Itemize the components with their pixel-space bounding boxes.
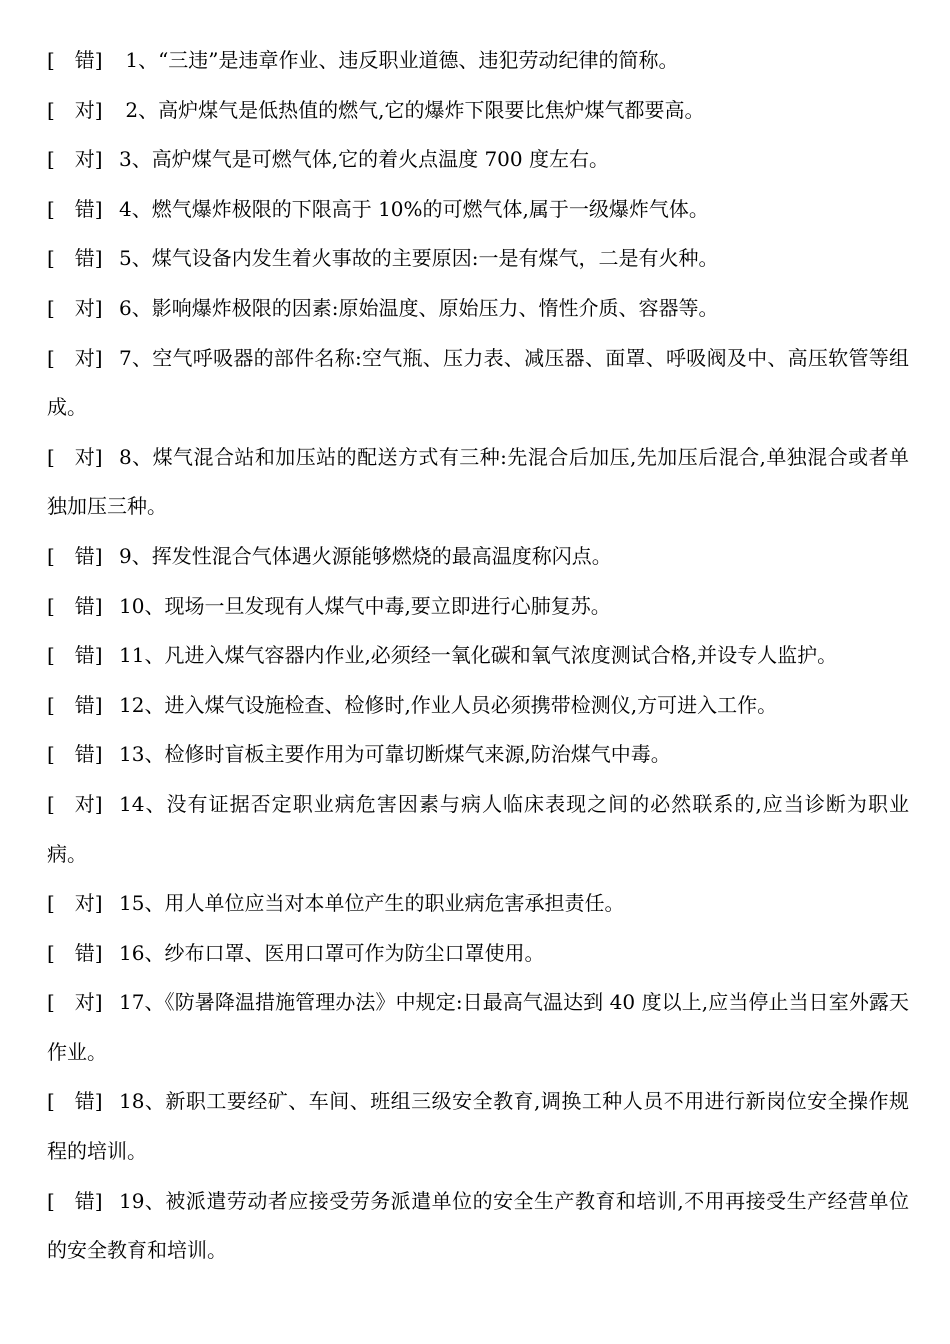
question-text: 11、凡进入煤气容器内作业,必须经一氧化碳和氧气浓度测试合格,并设专人监护。 bbox=[119, 643, 838, 668]
answer-mark: [ 对] bbox=[47, 147, 103, 172]
question-item bbox=[47, 780, 909, 879]
answer-mark: [ 错] bbox=[47, 940, 103, 965]
answer-mark: [ 错] bbox=[47, 1188, 103, 1213]
answer-mark: [ 对] bbox=[47, 97, 103, 122]
question-text: 9、挥发性混合气体遇火源能够燃烧的最高温度称闪点。 bbox=[119, 543, 612, 568]
question-item bbox=[47, 631, 909, 681]
question-text: 3、高炉煤气是可燃气体,它的着火点温度 700 度左右。 bbox=[119, 147, 609, 172]
question-item bbox=[47, 135, 909, 185]
question-text: 17、《防暑降温措施管理办法》中规定:日最高气温达到 40 度以上,应当停止当日室外露天作业。 bbox=[47, 990, 909, 1064]
question-item bbox=[47, 532, 909, 582]
question-item bbox=[47, 929, 909, 979]
answer-mark: [ 错] bbox=[47, 742, 103, 767]
question-text: 13、检修时盲板主要作用为可靠切断煤气来源,防治煤气中毒。 bbox=[119, 742, 671, 767]
question-item bbox=[47, 86, 909, 136]
question-text: 8、煤气混合站和加压站的配送方式有三种:先混合后加压,先加压后混合,单独混合或者单独加压三种。 bbox=[47, 444, 909, 519]
question-item bbox=[47, 730, 909, 780]
answer-mark: [ 错] bbox=[47, 246, 103, 271]
answer-mark: [ 错] bbox=[47, 643, 103, 668]
question-text: 7、空气呼吸器的部件名称:空气瓶、压力表、减压器、面罩、呼吸阀及中、高压软管等组成。 bbox=[47, 345, 909, 420]
question-text: 6、影响爆炸极限的因素:原始温度、原始压力、惰性介质、容器等。 bbox=[119, 295, 719, 320]
question-item bbox=[47, 36, 909, 86]
document-page bbox=[47, 36, 909, 1276]
question-item bbox=[47, 582, 909, 632]
question-item bbox=[47, 334, 909, 433]
question-text: 12、进入煤气设施检查、检修时,作业人员必须携带检测仪,方可进入工作。 bbox=[119, 692, 778, 717]
question-text: 4、燃气爆炸极限的下限高于 10%的可燃气体,属于一级爆炸气体。 bbox=[119, 196, 709, 221]
answer-mark: [ 错] bbox=[47, 1089, 103, 1114]
question-text: 15、用人单位应当对本单位产生的职业病危害承担责任。 bbox=[119, 891, 625, 916]
answer-mark: [ 错] bbox=[47, 196, 103, 221]
question-text: 14、没有证据否定职业病危害因素与病人临床表现之间的必然联系的,应当诊断为职业病。 bbox=[47, 791, 909, 866]
answer-mark: [ 错] bbox=[47, 48, 103, 72]
answer-mark: [ 对] bbox=[47, 891, 103, 916]
answer-mark: [ 对] bbox=[47, 990, 103, 1015]
answer-mark: [ 错] bbox=[47, 543, 103, 568]
question-item bbox=[47, 1177, 909, 1276]
question-item bbox=[47, 234, 909, 284]
question-text: 18、新职工要经矿、车间、班组三级安全教育,调换工种人员不用进行新岗位安全操作规程的培训。 bbox=[47, 1089, 909, 1164]
question-text: 5、煤气设备内发生着火事故的主要原因:一是有煤气，二是有火种。 bbox=[119, 246, 719, 271]
answer-mark: [ 错] bbox=[47, 692, 103, 717]
question-item bbox=[47, 1077, 909, 1176]
question-item bbox=[47, 284, 909, 334]
question-item bbox=[47, 433, 909, 532]
question-text: 16、纱布口罩、医用口罩可作为防尘口罩使用。 bbox=[119, 940, 545, 965]
question-text: 2、高炉煤气是低热值的燃气,它的爆炸下限要比焦炉煤气都要高。 bbox=[119, 97, 705, 122]
question-text: 10、现场一旦发现有人煤气中毒,要立即进行心肺复苏。 bbox=[119, 593, 611, 618]
question-text: 1、“三违”是违章作业、违反职业道德、违犯劳动纪律的简称。 bbox=[119, 48, 679, 72]
question-item bbox=[47, 879, 909, 929]
answer-mark: [ 对] bbox=[47, 295, 103, 320]
question-item bbox=[47, 978, 909, 1077]
answer-mark: [ 对] bbox=[47, 791, 103, 816]
question-item bbox=[47, 681, 909, 731]
answer-mark: [ 错] bbox=[47, 593, 103, 618]
answer-mark: [ 对] bbox=[47, 345, 103, 370]
question-item bbox=[47, 185, 909, 235]
question-text: 19、被派遣劳动者应接受劳务派遣单位的安全生产教育和培训,不用再接受生产经营单位的安全教育和培训。 bbox=[47, 1188, 909, 1263]
answer-mark: [ 对] bbox=[47, 444, 103, 469]
